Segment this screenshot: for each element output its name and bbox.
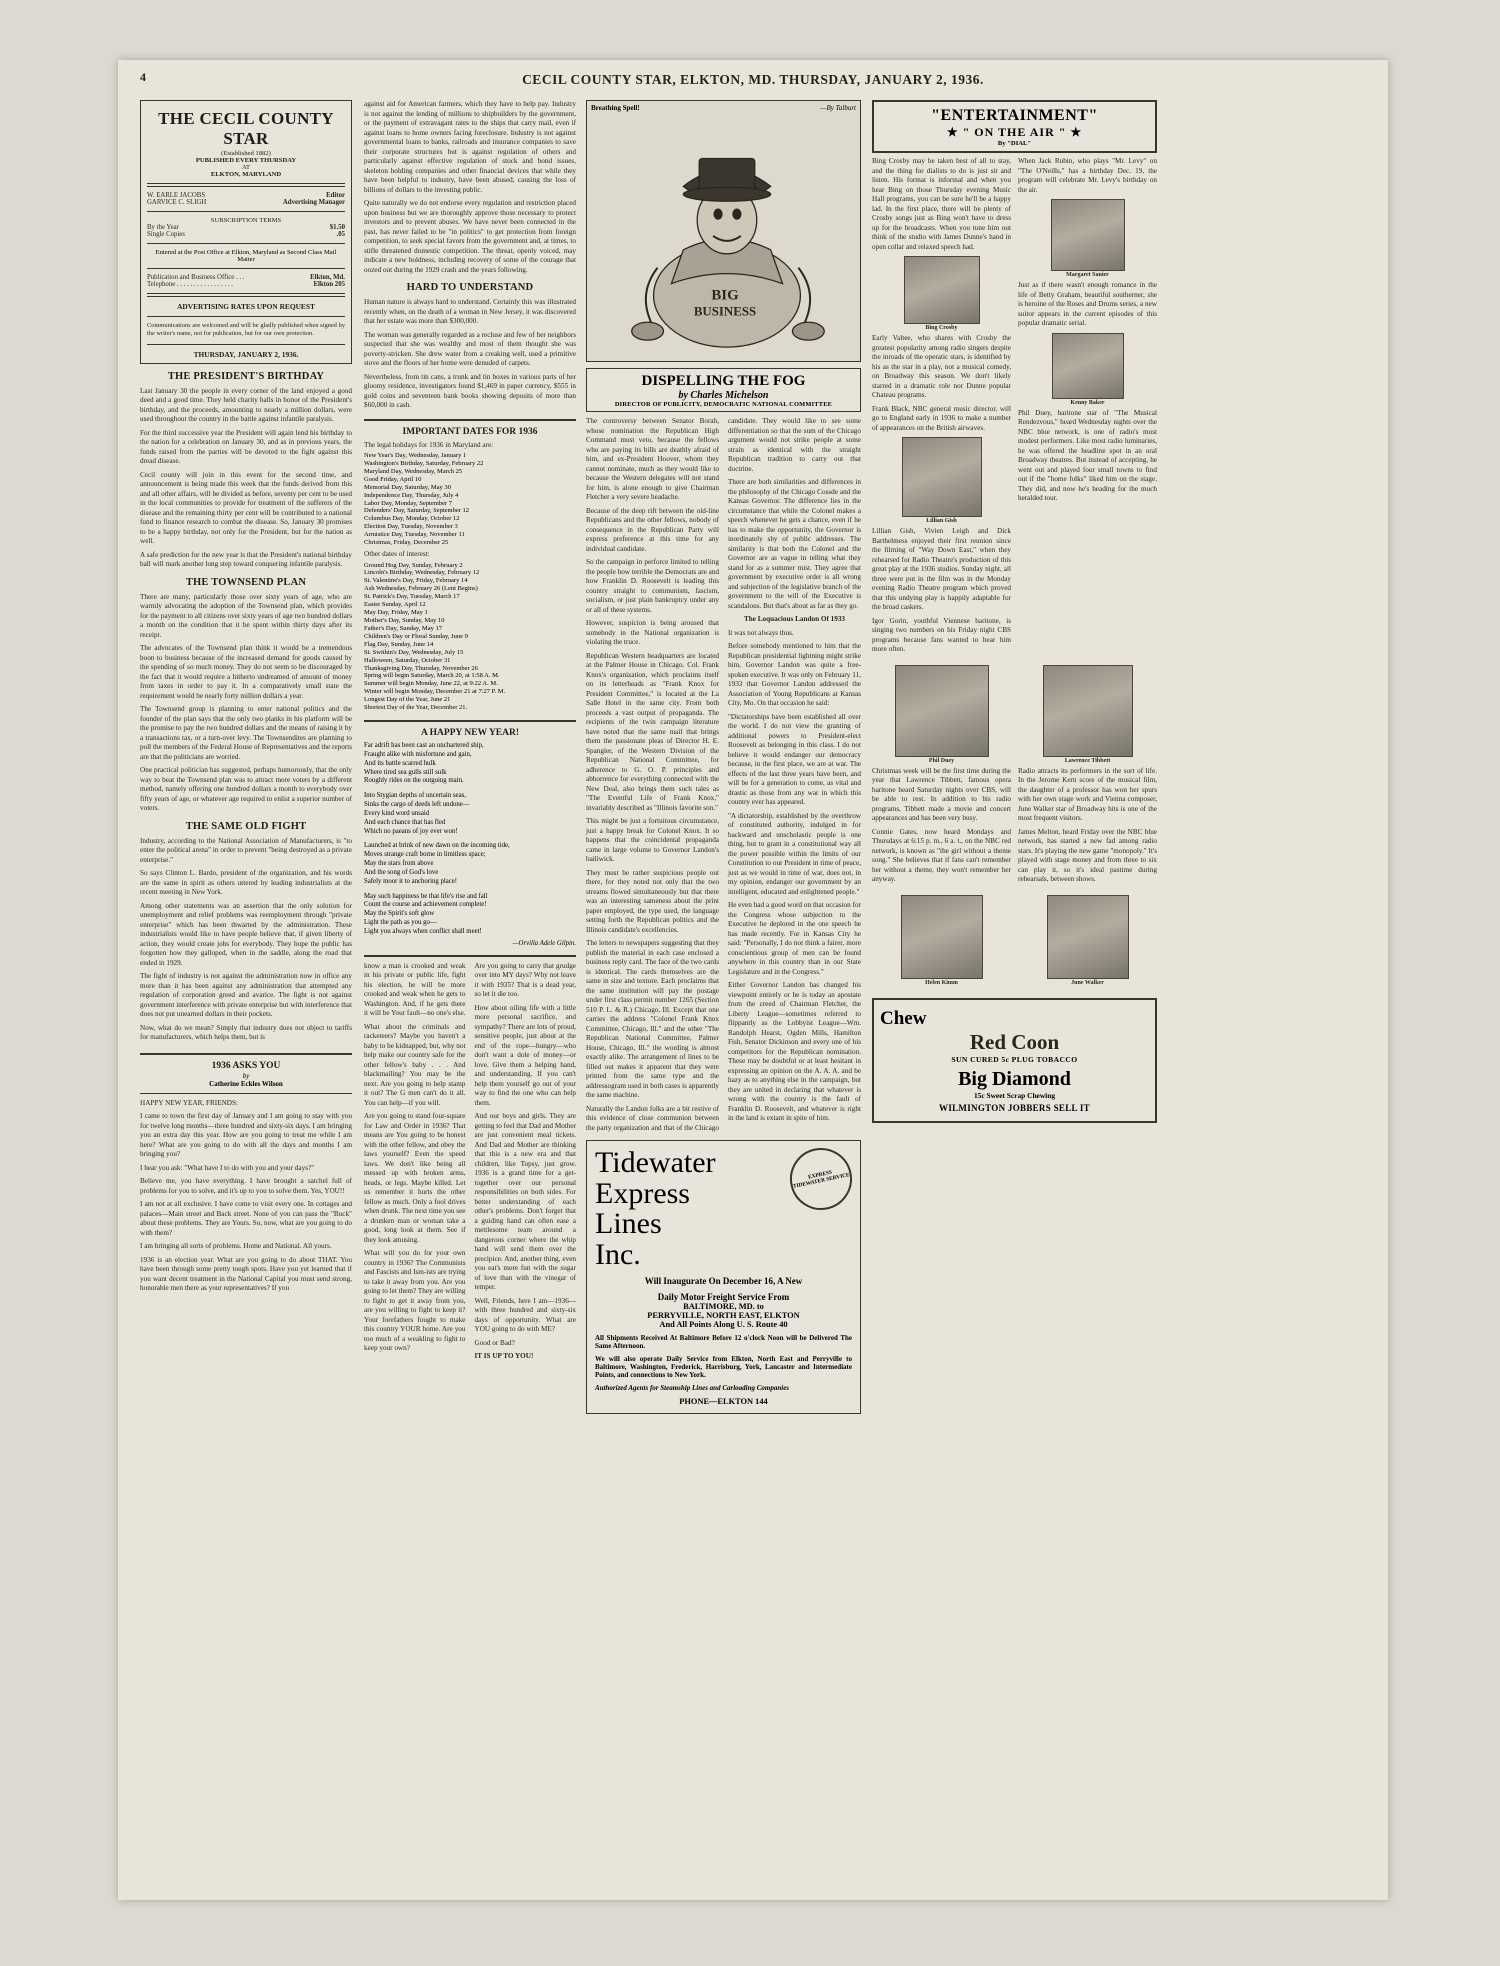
term-row <box>147 231 345 238</box>
poem-line: Sinks the cargo of deeds left undone— <box>364 801 470 809</box>
list-item: Longest Day of the Year, June 21 <box>364 696 451 704</box>
body-paragraph: And our boys and girls. They are getting to feel that Dad and Mother are just convenient meal tickets. And Dad and Mother are thinking that this is a new era and that children, like Topsy, just grow. 1936 is a grand time for a get-together over our personal responsibilities on both sides. For better understanding of each other's problems. Don't forget that a guiding hand can often ease a mettlesome team around a dangerous corner where the whip hand will send them over the precipice. And, another thing, even you eat's more fun with the sugar of love than with the vinegar of temper. <box>474 1112 576 1292</box>
photo-helen-kimm <box>901 895 983 979</box>
body-paragraph: This might be just a fortuitous circumstance, just a happy break for Colonel Knox. It so happens that the coincidental propaganda came in large volume to Governor Landon's bailiwick. <box>586 817 719 863</box>
poem-line: Roughly rides on the outgoing main. <box>364 777 464 785</box>
body-paragraph: For the third successive year the President will again lend his birthday to the nation for a celebration on January 30, and as in previous years, the funds raised from the parties will be devoted to the fight against this dread disease. <box>140 428 352 466</box>
body-paragraph: HAPPY NEW YEAR, FRIENDS: <box>140 1098 238 1107</box>
photo-caption: Kenny Baker <box>1070 399 1105 406</box>
list-item: Memorial Day, Saturday, May 30 <box>364 483 451 491</box>
list-item: Lincoln's Birthday, Wednesday, February 12 <box>364 569 480 577</box>
list-item: Maryland Day, Wednesday, March 25 <box>364 467 463 475</box>
poem-line: Launched at brink of new dawn on the incoming tide, <box>364 842 510 850</box>
body-paragraph: Either Governor Landon has changed his viewpoint entirely or he is today an apostate from the creed of Chairman Fletcher, the Liberty League—sometimes referred to flippantly as the Lobbyist League—Wm. Randolph Hearst, Ogden Mills, Hamilton Fish, Senator Dickinson and every one of his competitors for the Republican nomination. These may be doubtful or at least hesitant in expressing an opinion on the A. A. A. and be hazy as to anything else in the campaign, but they are united in declaring that whatever is wrong with the country is the fault of Franklin D. Roosevelt, and whatever is right in the land is extant in spite of him. <box>728 981 861 1122</box>
editor-role: Editor <box>326 192 345 199</box>
photo-caption: Bing Crosby <box>925 325 958 331</box>
headline-important-dates: IMPORTANT DATES FOR 1936 <box>402 426 538 437</box>
list-item: Good Friday, April 10 <box>364 475 422 483</box>
list-item: Spring will begin Saturday, March 20, at 1:58 A. M. <box>364 672 500 680</box>
poem-line: And its battle scarred hulk <box>364 759 436 767</box>
column-1 <box>140 100 352 1298</box>
list-item: May Day, Friday, May 1 <box>364 609 428 617</box>
ad-rates-line: ADVERTISING RATES UPON REQUEST <box>177 302 315 311</box>
body-paragraph: The advocates of the Townsend plan think it would be a tremendous boon to business because of the increased demand for goods caused by the spending of so much money. They do not seem to be discouraged by the fact that it would require a hitherto undreamed of amount of money from taxes in order to pay it. In a comparatively small state the requirement would be nearly forty million dollars a year. <box>140 644 352 700</box>
poem-line: Where tired sea gulls still sulk <box>364 768 447 776</box>
column-title: DISPELLING THE FOG <box>641 373 806 389</box>
body-paragraph: against aid for American farmers, which they have to help pay. Industry is not against the lending of millions to shipbuilders by the government, or the payment of extravagant rates to the ships that carry mail, even if against loans to home owners facing foreclosure. Industry is not against governmental loans to banks, railroads and insurance companies to save their corporate structures but is against regulation of others and particularly against effective regulation of stock and bond issues, skeleton holding companies and other financial devices that while they have been helpful to industry, have been abused, causing the loss of billions of dollars to the investing public. <box>364 100 576 194</box>
issue-dateline: THURSDAY, JANUARY 2, 1936. <box>193 349 299 359</box>
body-paragraph: I came to town the first day of January and I am going to stay with you for twelve long months—three hundred and sixty-six days. I am bringing you an extra day this year. How are you going to treat me while I am here? What are you going to do with all the days and months I am bringing you? <box>140 1112 352 1159</box>
headline-happy-new-year: A HAPPY NEW YEAR! <box>420 728 520 739</box>
body-paragraph: Just as if there wasn't enough romance in the life of Betty Graham, beautiful southerner, she is heroine of the Roses and Drums series, a new suitor appears in the current episodes of this popular dramatic serial. <box>1018 281 1157 327</box>
body-paragraph: He even had a good word on that occasion for the Congress whose subjection to the Executive he deplored in the one speech he has made recently. For in Kansas City he said: "Personally, I do not think a fairer, more conscientious group of men can be found anywhere in this country than in our State Legislature and in the Congress." <box>728 901 861 976</box>
paper-published: PUBLISHED EVERY THURSDAY <box>195 157 297 164</box>
photo-june-walker <box>1047 895 1129 979</box>
poem-line: May the stars from above <box>364 860 434 868</box>
list-item: Summer will begin Monday, June 22, at 9:22 A. M. <box>364 680 498 688</box>
photo-caption: Phil Duey <box>928 757 955 764</box>
list-item: Christmas, Friday, December 25 <box>364 539 449 547</box>
body-paragraph: Human nature is always hard to understand. Certainly this was illustrated recently when, on the death of a woman in New Jersey, it was discovered that her estate was more than $300,000. <box>364 298 576 325</box>
body-paragraph: What will you do for your own country in 1936? The Communists and Fascists and Ism-ists are trying to take it away from you. Are you going to let them? They are willing to fight to get it away from you, are you willing to fight to keep it? Your forefathers fought to make this country YOUR home. Are you too much of a weakling to fight to keep your own? <box>364 1249 466 1353</box>
body-paragraph: know a man is crooked and weak in his private or public life, fight his election, he will be more crooked and weak when he gets to Washington. And, if he gets there it will be Your fault—no one's else. <box>364 961 466 1018</box>
photo-margaret-sanier <box>1051 199 1125 271</box>
byline-prefix: by <box>242 1071 250 1080</box>
body-paragraph: Because of the deep rift between the old-line Republicans and the other fellows, nobody of consequence in the Republican Party will express preference at this time for any individual candidate. <box>586 506 719 553</box>
entertainment-byline: By "DIAL" <box>997 140 1032 147</box>
communications-policy: Communications are welcomed and will be gladly published when signed by the writer's name, not for publication, but for our own protection. <box>147 322 345 338</box>
body-paragraph: IT IS UP TO YOU! <box>474 1352 534 1361</box>
dispelling-the-fog-header <box>586 368 861 412</box>
photo-caption: June Walker <box>1071 979 1104 986</box>
phone-label: Telephone . . . . . . . . . . . . . . . . . <box>147 281 233 288</box>
legal-holidays-list <box>364 452 576 547</box>
subscription-heading: SUBSCRIPTION TERMS <box>210 217 282 224</box>
term-label: By the Year <box>147 224 179 231</box>
term-value: $1.50 <box>329 224 345 231</box>
body-paragraph: When Jack Rubin, who plays "Mr. Levy" on "The O'Neills," has a birthday Dec. 19, the program will celebrate Mr. Levy's birthday on the air. <box>1018 157 1157 194</box>
fog-body <box>586 417 861 1133</box>
list-item: Halloween, Saturday, October 31 <box>364 656 451 664</box>
list-item: Election Day, Tuesday, November 3 <box>364 523 458 531</box>
red-coon-tobacco-ad[interactable] <box>872 998 1157 1123</box>
body-paragraph: The controversy between Senator Borah, whose nomination the Republican High Command must veto, because the fellows who are paying its bills are deathly afraid of him, and ex-President Hoover, whom they cannot nominate, much as they would like to because the Western delegates will not stand for him, is alone enough to give Chairman Fletcher a very severe headache. <box>586 417 719 501</box>
office-label: Publication and Business Office . . . <box>147 274 245 281</box>
ad-line: And All Points Along U. S. Route 40 <box>659 1320 788 1330</box>
body-paragraph: What about the criminals and racketeers? Maybe you haven't a baby to be kidnapped, but, why not help make our country safe for the other fellow's baby . . . And blackmailing? You may be the next. Are you going to help stamp it out? The G men can't do it all. You can help—if you will. <box>364 1022 466 1107</box>
body-paragraph: Connie Gates, now heard Mondays and Thursdays at 6:15 p. m., 6 a. t., on the NBC red network, is known as "the girl without a theme song." She believes that if fans can't remember her without a theme, they won't remember her anyway. <box>872 827 1011 883</box>
newspaper-sheet <box>118 60 1388 1900</box>
column-3 <box>586 100 861 1414</box>
ad-name-line: Lines <box>595 1207 662 1241</box>
body-paragraph: The letters to newspapers suggesting that they publish the material in each case enclosed a business reply card. The face of the two cards is identical. The cards themselves are the same in size and texture. Each proclaims that the same institution will pay the postage under first class permit number 1265 (Section 510 P. L. & R.) Chicago, Ill. Except that one carries the address "Colonel Frank Knox Committee, Chicago, Ill." and the other "The Republican National Committee, Palmer House, Chicago, Ill." the wording is almost exactly alike. The arrangement of lines to be filled out makes it apparent that they were printed from the same type and the addressogram used in both cases is apparently the same machine. <box>586 939 719 1099</box>
office-row <box>147 274 345 281</box>
headline-same-old-fight: THE SAME OLD FIGHT <box>185 820 307 832</box>
ad-name-line: Tidewater <box>595 1146 716 1179</box>
poem-line: Into Stygian depths of uncertain seas, <box>364 792 466 800</box>
admanager-role: Advertising Manager <box>282 199 345 206</box>
column-credit: DIRECTOR OF PUBLICITY, DEMOCRATIC NATIONAL COMMITTEE <box>614 401 833 408</box>
editorial-cartoon <box>586 100 861 362</box>
list-item: Father's Day, Sunday, May 17 <box>364 624 442 632</box>
ad-jobbers-line: WILMINGTON JOBBERS SELL IT <box>939 1102 1090 1113</box>
ad-agents-line: Authorized Agents for Steamship Lines and Carloading Companies <box>595 1384 790 1393</box>
poem-line: Safely moor it to anchoring place! <box>364 877 458 885</box>
cartoon-art <box>587 101 861 359</box>
cartoon-bag-label: BIG <box>711 287 739 304</box>
photo-kenny-baker <box>1052 333 1124 399</box>
list-item: Shortest Day of the Year, December 21. <box>364 704 468 712</box>
list-item: Ash Wednesday, February 26 (Lent Begins) <box>364 585 478 593</box>
list-item: Ground Hog Day, Sunday, February 2 <box>364 561 463 569</box>
body-paragraph: Are you going to stand four-square for Law and Order in 1936? That means are You going to be honest with the other fellow, and obey the laws yourself? Even the speed laws. We don't like being all messed up with broken arms, heads, or legs. Maybe killed. Let us remember it hurts the other fellow as much. Only a fool drives when drunk. The next time you see a drunken man or woman take a good, long look at them. See if they look amusing. <box>364 1112 466 1244</box>
ad-name-line: Express <box>595 1176 690 1210</box>
body-paragraph: Good or Bad? <box>474 1338 515 1347</box>
body-paragraph: Bing Crosby may be taken best of all to stay, and the thing for dialists to do is just sit and listen. His format is informal and when you hear Bing on those Thursday evening Music Hall programs, you can be sure he'll be a happy lad. In the first place, there will be plenty of Crosby songs just as Bing won't have to dress up for the broadcasts. When you tune him out think of the studio with James Dunne's hand in open collar and relaxed speech had. <box>872 157 1011 251</box>
list-item: Columbus Day, Monday, October 12 <box>364 515 460 523</box>
ad-name-line: Inc. <box>595 1237 641 1271</box>
headline-hard-to-understand: HARD TO UNDERSTAND <box>406 282 534 293</box>
body-paragraph: Igor Gorin, youthful Viennese baritone, is singing two numbers on his Friday night CBS programs because fans wanted to hear him more often. <box>872 616 1011 653</box>
poem <box>364 742 576 937</box>
column-4 <box>872 100 1157 1123</box>
body-paragraph: Early Valtee, who shares with Crosby the greatest popularity among radio singers despite the inroads of the operatic stars, is identified by his as the star in a play, not a musical comedy, on Broadway this season. We don't likely starred in a dramatic role nor Dunne popular Chateau programs. <box>872 334 1011 399</box>
asks-you-continuation <box>364 962 576 1362</box>
ad-line: BALTIMORE, MD. to <box>683 1302 764 1312</box>
headline-presidents-birthday: THE PRESIDENT'S BIRTHDAY <box>167 370 325 382</box>
entertainment-header <box>872 100 1157 153</box>
body-paragraph: Before somebody mentioned to him that the Republican presidential lightning might strike him, Governor Landon was quite a free-spoken executive. It was only on February 11, 1933 that Governor Landon addressed the Association of Young Republicans at Kansas City, Mo. On that occasion he said: <box>728 642 861 707</box>
ad-brand-subline: SUN CURED 5c PLUG TOBACCO <box>951 1054 1078 1064</box>
editor-name: W. EARLE JACOBS <box>147 192 206 199</box>
photo-phil-duey <box>895 665 989 757</box>
running-head: CECIL COUNTY STAR, ELKTON, MD. THURSDAY, JANUARY 2, 1936. <box>522 72 984 87</box>
ad-brand-red-coon: Red Coon <box>969 1029 1060 1054</box>
entertainment-subtitle: ★ " ON THE AIR " ★ <box>946 125 1083 139</box>
body-paragraph: Believe me, you have everything. I have brought a satchel full of problems for you to solve, and it's up to you to solve them. Yes, YOU!! <box>140 1177 352 1195</box>
advertiser-name <box>595 1148 716 1270</box>
body-paragraph: Naturally the Landon folks are a bit restive of this evidence of close communion between the party organization and that of the Chicago candidate. They would like to see some differentiation so that the sum of the Chicago argument would not strike people at some strain as identical with the straight Republican tradition to carry out that doctrine. <box>586 417 861 1132</box>
body-paragraph: Now, what do we mean? Simply that industry does not object to tariffs for manufacturers, which helps them, but is <box>140 1023 352 1042</box>
admanager-name: GARVICE C. SLIGH <box>147 199 207 206</box>
body-paragraph: Christmas week will be the first time during the year that Lawrence Tibbett, famous opera baritone heard Saturday nights over CBS, will be able to rest. In addition to his radio programs, Tibbett made a movie and concert appearances and has been very busy. <box>872 766 1011 822</box>
list-item: Defenders' Day, Saturday, September 12 <box>364 507 470 515</box>
poem-line: Count the course and achievement complete! <box>364 901 487 909</box>
page-folio: 4 <box>140 70 146 84</box>
list-item: St. Valentine's Day, Friday, February 14 <box>364 577 468 585</box>
body-paragraph: However, suspicion is being aroused that somebody in the National organization is violating the truce. <box>586 619 719 646</box>
photo-caption: Margaret Sanier <box>1066 272 1109 278</box>
list-item: Easter Sunday, April 12 <box>364 601 426 609</box>
body-paragraph: I am bringing all sorts of problems. Home and National. All yours. <box>140 1242 332 1251</box>
ad-paragraph: All Shipments Received At Baltimore Before 12 o'clock Noon will be Delivered The Same Afternoon. <box>595 1334 852 1351</box>
phone-value: Elkton 205 <box>313 281 345 288</box>
byline-author: Catherine Eckles Wilson <box>209 1079 283 1088</box>
office-value: Elkton, Md. <box>310 274 345 281</box>
cartoon-title: Breathing Spell! <box>591 104 640 112</box>
body-paragraph: So says Clinton L. Bardo, president of the organization, and his words are the same in spirit as others uttered by leading industrialists at the recent meeting in New York. <box>140 869 352 897</box>
paper-title: THE CECIL COUNTY STAR <box>158 109 334 148</box>
body-paragraph: Cecil county will join in this event for the second time, and announcement is being made this week that the funds derived from this and all other affairs, will be divided as before, seventy per cent to be used in the local communities to provide for treatment of the sufferers of the disease and the remaining thirty per cent will be contributed to a national fund to finance research to combat the disease. So, January 30 promises to be a happy birthday, not only for the President, but for the nation as well. <box>140 470 352 546</box>
term-row <box>147 224 345 231</box>
body-paragraph: Well, Friends, here I am—1936—with three hundred and sixty-six days of opportunity. What are YOU going to do with ME? <box>474 1296 576 1334</box>
poem-line: And each chance that has fled <box>364 818 446 826</box>
subhead-loquacious-landon: The Loquacious Landon Of 1933 <box>743 615 846 623</box>
entertainment-title: "ENTERTAINMENT" <box>931 107 1098 124</box>
body-paragraph: Radio attracts its performers in the sort of life. In the Jerome Kern score of the musical film, the daughter of a professor has won her spurs with her own stage work and Vienna composer, June Walker star of Broadway hits is one of the most frequent visitors. <box>1018 766 1157 822</box>
body-paragraph: Among other statements was an assertion that the only solution for unemployment and relief problems was reemployment through "private enterprise" which has been thwarted by the administration. These industrialists would like to have people believe that, if given liberty of action, they would create jobs for everybody. They hope the public has forgotten how they galloped, when in the saddle, along the road that ended in 1929. <box>140 901 352 967</box>
list-item: Flag Day, Sunday, June 14 <box>364 640 434 648</box>
paper-at: AT <box>241 164 251 171</box>
body-paragraph: There are both similarities and differences in the philosophy of the Chicago Cossde and the Kansas Governor. The difference lies in the circumstance that while the Colonel makes a speech whenever he gets a chance, even if he has to make the opportunity, the Governor is inordinately shy of public addresses. The similarity is that both the Colonel and the Governor are as vague in telling what they stand for as a summer mist. They agree that government by executive order is all wrong and subjection of the legislative branch of the government to the will of the Executive is scandalous. But that's about as far as they go. <box>728 478 861 610</box>
list-item: Labor Day, Monday, September 7 <box>364 499 452 507</box>
body-paragraph: Are you going to carry that grudge over into MY days? Why not leave it with 1935? That is a dead year, so let it die too. <box>474 961 576 999</box>
list-item: Children's Day or Floral Sunday, June 9 <box>364 632 468 640</box>
ad-line: Will Inaugurate On December 16, A New <box>644 1276 803 1287</box>
column-2 <box>364 100 576 1362</box>
body-paragraph: I hear you ask: "What have I to do with you and your days?" <box>140 1163 315 1172</box>
list-item: Independence Day, Thursday, July 4 <box>364 491 459 499</box>
ad-brand-big-diamond: Big Diamond <box>958 1067 1071 1090</box>
poem-line: And the song of God's love <box>364 868 439 876</box>
poem-line: Light the path as you go— <box>364 918 437 926</box>
poem-line: Every kind word unsaid <box>364 809 430 817</box>
body-paragraph: Quite naturally we do not endorse every regulation and restriction placed upon business but we are thoroughly approve those necessary to protect investors and to prevent abuses. We have never been connected in the past, has never failed to be "in politics" to get protection from foreign competition, to seek special favors from the government and, at times, to stifle threatened domestic competition. The threat, openly voiced, may indicate a new boldness, including recovery of some of the courage that oozed out during the 1929 crash and the years following. <box>364 199 576 274</box>
column-author: by Charles Michelson <box>678 390 769 401</box>
list-item: Armistice Day, Tuesday, November 11 <box>364 531 465 539</box>
paper-place: ELKTON, MARYLAND <box>210 171 282 178</box>
photo-lawrence-tibbett <box>1043 665 1133 757</box>
body-paragraph: "A dictatorship, established by the overthrow of constituted authority, indulged in for backward and unscholastic people is one thing, but to grant in a constitutional way all the power possible within the limits of our Constitution to our President in time of peace, just as we would in time of war, does not, in my opinion, endanger our government by an intelligent, educated and enlightened people." <box>728 811 861 896</box>
column-container <box>140 100 1370 1882</box>
ad-paragraph: We will also operate Daily Service from Elkton, North East and Perryville to Baltimore, Washington, Frederick, Harrisburg, York, Lancaster and Intermediate Points, and connections to New York. <box>595 1355 852 1380</box>
body-paragraph: 1936 is an election year. What are you going to do about THAT. You have been through some pretty tough spots. Have you yet learned that if you want decent treatment in the National Capital you must send strong, honorable men there as your representatives? If you <box>140 1255 352 1293</box>
headline-1936-asks-you: 1936 ASKS YOU <box>211 1060 281 1071</box>
body-paragraph: Republican Western headquarters are located at the Palmer House in Chicago. Col. Frank Knox's organization, which proclaims itself on its letterheads as "Frank Knox for President Committee," is located at the La Salle Hotel in the same city. From both proceeds a vast output of propaganda. The recipients of the twin campaign literature have noted that the same mail that brings them the passionate pleas of Director H. E. Spangler, of the Western Division of the Republican National Committee, for adherence to G. O. P. principles and abhorrence for everything connected with the New Deal, also brings them such tales as "The Eventful Life of Frank Knox," invariably described as "Illinois favorite son." <box>586 651 719 812</box>
body-paragraph: Last January 30 the people in every corner of the land enjoyed a good deed and a good time. They held charity balls in honor of the President's birthday, and the proceeds, amounting to nearly a million dollars, were used throughout the country in the battle against infantile paralysis. <box>140 386 352 424</box>
body-paragraph: "Dictatorships have been established all over the world. I do not view the granting of additional powers to President-elect Roosevelt as belonging in this class. I do not believe it would endanger our democracy because, in the first place, we are at war. The effects of the last three years have been, and will be for a generation to come, as vital and drastic as those from any war in which this country ever has appeared. <box>728 712 861 806</box>
body-paragraph: Nevertheless, from tin cans, a trunk and tin boxes in various parts of her gloomy residence, investigators found $1,469 in paper currency, $555 in gold coins and seventeen bank books showing deposits of more than $60,000 in cash. <box>364 372 576 409</box>
cartoon-artist: —By Talburt <box>820 104 856 112</box>
poem-line: May the Spirit's soft glow <box>364 910 435 918</box>
express-seal-icon: EXPRESS TIDEWATER SERVICE <box>784 1142 858 1216</box>
list-item: Winter will begin Monday, December 21 at 7:27 P. M. <box>364 688 506 696</box>
body-paragraph: One practical politician has suggested, perhaps humorously, that the only way to beat the Townsend plan was to attract more voters by a different method, namely offering one hundred dollars a month to everybody over fifty years of age, or whatever age required to enlist a superior number of voters. <box>140 766 352 813</box>
svg-text:BUSINESS: BUSINESS <box>693 304 757 319</box>
masthead-box <box>140 100 352 364</box>
poem-line: Which no paeans of joy ever won! <box>364 827 458 835</box>
photo-caption: Lillian Gish <box>926 518 957 524</box>
body-paragraph: A safe prediction for the new year is that the President's national birthday ball will mark another long step toward conquering infantile paralysis. <box>140 550 352 569</box>
list-item: Thanksgiving Day, Thursday, November 26 <box>364 664 478 672</box>
ad-brand-subline: 15c Sweet Scrap Chewing <box>973 1090 1056 1100</box>
list-item: New Year's Day, Wednesday, January 1 <box>364 452 467 459</box>
poem-line: Light you always when conflict shall meet! <box>364 927 482 935</box>
ad-phone[interactable]: PHONE—ELKTON 144 <box>679 1397 768 1407</box>
body-paragraph: The woman was generally regarded as a recluse and few of her neighbors suspected that she was wealthy and most of them thought she was poverty-stricken. She drew water from a creaking well, used a primitive stove and the floors of her home were denuded of carpets. <box>364 330 576 367</box>
poem-line: May such happiness be that life's rise and fall <box>364 892 488 900</box>
dates-intro: The legal holidays for 1936 in Maryland are: <box>364 440 494 449</box>
staff-row <box>147 192 345 199</box>
other-dates-intro: Other dates of interest: <box>364 550 430 559</box>
tidewater-express-ad[interactable] <box>586 1140 861 1414</box>
phone-row <box>147 281 345 288</box>
staff-row <box>147 199 345 206</box>
paper-established: (Established 1882) <box>221 150 271 157</box>
term-label: Single Copies <box>147 231 185 238</box>
body-paragraph: Industry, according to the National Association of Manufacturers, is "to enter the political arena" in order to prevent "being destroyed as a private enterprise." <box>140 836 352 864</box>
body-paragraph: There are many, particularly those over sixty years of age, who are warmly advocating the adoption of the Townsend plan, which provides for the payment to all citizens over sixty years of age two hundred dollars a month on the condition that it be spent within thirty days after its receipt. <box>140 592 352 639</box>
poem-line: Moves strange craft borne in limitless space; <box>364 851 486 859</box>
ad-line: PERRYVILLE, NORTH EAST, ELKTON <box>647 1311 800 1321</box>
poem-line: Fraught alike with misfortune and gain, <box>364 750 472 758</box>
body-paragraph: So the campaign in perforce limited to telling the people how terrible the Democrats are and how Franklin D. Roosevelt is leading this country straight to communism, fascism, socialism, or just plain bankruptcy under any or all of these systems. <box>586 558 719 614</box>
ad-line: Daily Motor Freight Service From <box>657 1292 790 1303</box>
photo-bing-crosby <box>904 256 980 324</box>
body-paragraph: Phil Duey, baritone star of "The Musical Rendezvous," heard Wednesday nights over the NBC blue network, is one of radio's most modest performers. Like most radio luminaries, he was offered the headline spot in an oral Broadway theatres. But instead of accepting, he went out and played four small towns to find out if the "home folks" liked him on the stage. They did, and now he's heading for the much heralded tour. <box>1018 408 1157 502</box>
list-item: Washington's Birthday, Saturday, February 22 <box>364 459 484 467</box>
list-item: Mother's Day, Sunday, May 10 <box>364 617 445 625</box>
photo-caption: Lawrence Tibbett <box>1064 757 1111 764</box>
body-paragraph: The fight of industry is not against the administration now in office any more than it has been against any administration that attempted any regulation of corporation greed and avarice. The fight is not against government interference with private enterprise but with interference that does not put unearned dollars in their pockets. <box>140 972 352 1019</box>
body-paragraph: Lillian Gish, Vivien Leigh and Dick Barthelmess enjoyed their first reunion since the filming of "Way Down East," when they rehearsed for Radio Theatre's production of this great play at the 1936 studios. Sunday night, all three were put in the film was in the Monday evening Radio Theatre program which proved that this undying play is happily adaptable for the broad caskets. <box>872 527 1011 611</box>
photo-caption: Helen Kimm <box>925 979 958 986</box>
entered-notice: Entered at the Post Office at Elkton, Maryland as Second Class Mail Matter <box>155 249 337 263</box>
photo-lillian-gish <box>902 437 982 517</box>
body-paragraph: It was not always thus. <box>728 628 794 637</box>
list-item: St. Patrick's Day, Tuesday, March 17 <box>364 593 460 601</box>
body-paragraph: How about oiling life with a little more personal sacrifice, and sympathy? There are lots of proud, sensitive people, just about at the end of the rope—hungry—who don't want a dole of money—or love. Give them a helping hand, and understanding. If you can't help them yourself go out of your way to find the one who can help them. <box>474 1003 576 1107</box>
ad-chew-word: Chew <box>880 1007 927 1029</box>
headline-townsend-plan: THE TOWNSEND PLAN <box>185 576 307 588</box>
term-value: .05 <box>336 231 345 238</box>
body-paragraph: I am not at all exclusive. I have come to visit every one. In cottages and palaces—Main street and Back street. None of you can pass the "Buck" about these problems. They are Yours. So, now, what are you going to do with them? <box>140 1200 352 1237</box>
poem-signature: —Orvilla Adele Gilpin. <box>512 939 576 947</box>
body-paragraph: Frank Black, NBC general music director, will go to England early in 1936 to make a number of appearances on the British airwaves. <box>872 404 1011 432</box>
poem-line: Far adrift has been cast an unchartered ship, <box>364 742 484 750</box>
body-paragraph: The Townsend group is planning to enter national politics and the founder of the plan says that the only two planks in his platform will be the promise to pay the two hundred dollars and the means of raising it by a transactions tax, or a turn-over levy. The Townsendites are planning to poll the members of the Federal House of Representatives and the reports are that the politicians are worried. <box>140 705 352 761</box>
list-item: St. Swithin's Day, Wednesday, July 15 <box>364 648 464 656</box>
body-paragraph: They must be rather suspicious people out there, for they noted not only that the two streams flowed simultaneously but that there was an interesting sameness about the print paper employed, the type used, the language setting forth the Republican politics and the Illinois candidate's excellencies. <box>586 868 719 934</box>
other-dates-list <box>364 562 576 713</box>
body-paragraph: James Melton, heard Friday over the NBC blue network, has started a new fad among radio stars. It's playing the new game "monopoly." It's played with stage money and from three to six can play it, so it's ideal pastime during rehearsals, between shows. <box>1018 827 1157 883</box>
